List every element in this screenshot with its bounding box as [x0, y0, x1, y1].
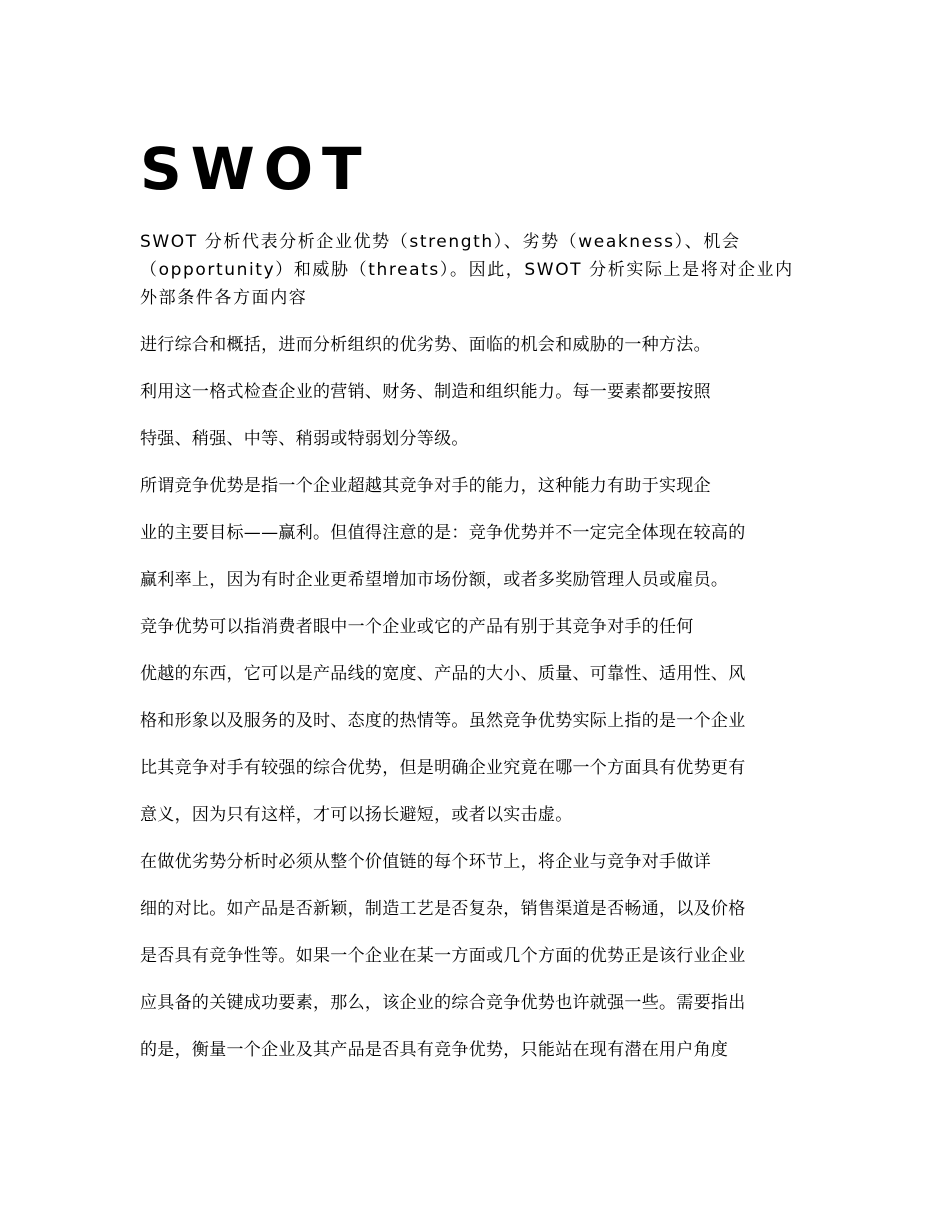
paragraph-2: 进行综合和概括，进而分析组织的优劣势、面临的机会和威胁的一种方法。 — [140, 335, 711, 355]
paragraph-8: 竞争优势可以指消费者眼中一个企业或它的产品有别于其竞争对手的任何 — [140, 617, 694, 637]
paragraph-1: SWOT 分析代表分析企业优势（strength）、劣势（weakness）、机会（opportunity）和威胁（threats）。因此，SWOT 分析实际上是将对企业内外部条件各方面内容 — [140, 232, 794, 308]
paragraph-9: 优越的东西，它可以是产品线的宽度、产品的大小、质量、可靠性、适用性、风 — [140, 664, 746, 684]
paragraph-11: 比其竞争对手有较强的综合优势，但是明确企业究竟在哪一个方面具有优势更有 — [140, 758, 746, 778]
paragraph-12: 意义，因为只有这样，才可以扬长避短，或者以实击虚。 — [140, 805, 573, 825]
paragraph-4: 特强、稍强、中等、稍弱或特弱划分等级。 — [140, 429, 469, 449]
paragraph-10: 格和形象以及服务的及时、态度的热情等。虽然竞争优势实际上指的是一个企业 — [140, 711, 746, 731]
paragraph-14: 细的对比。如产品是否新颖，制造工艺是否复杂，销售渠道是否畅通，以及价格 — [140, 899, 746, 919]
document-body — [140, 228, 812, 1083]
paragraph-3: 利用这一格式检查企业的营销、财务、制造和组织能力。每一要素都要按照 — [140, 382, 711, 402]
paragraph-16: 应具备的关键成功要素，那么，该企业的综合竞争优势也许就强一些。需要指出 — [140, 993, 746, 1013]
paragraph-15: 是否具有竞争性等。如果一个企业在某一方面或几个方面的优势正是该行业企业 — [140, 946, 746, 966]
document-title: SWOT — [140, 135, 371, 203]
paragraph-17: 的是，衡量一个企业及其产品是否具有竞争优势，只能站在现有潜在用户角度 — [140, 1040, 729, 1060]
paragraph-6: 业的主要目标——赢利。但值得注意的是：竞争优势并不一定完全体现在较高的 — [140, 523, 746, 543]
paragraph-5: 所谓竞争优势是指一个企业超越其竞争对手的能力，这种能力有助于实现企 — [140, 476, 711, 496]
paragraph-13: 在做优劣势分析时必须从整个价值链的每个环节上，将企业与竞争对手做详 — [140, 852, 711, 872]
paragraph-7: 赢利率上，因为有时企业更希望增加市场份额，或者多奖励管理人员或雇员。 — [140, 570, 729, 590]
